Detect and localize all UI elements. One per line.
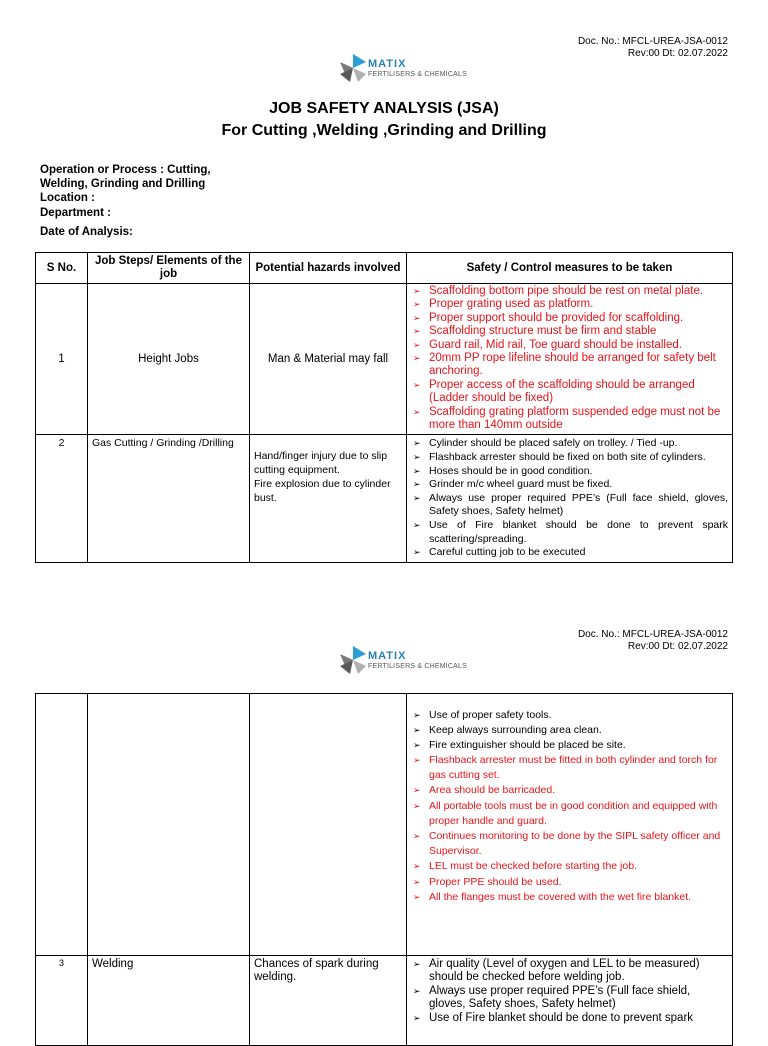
- date-of-analysis-field: Date of Analysis:: [40, 226, 133, 238]
- jsa-table-continued: [35, 693, 733, 1046]
- row-measures: [407, 284, 733, 435]
- revision-date: Rev:00 Dt: 02.07.2022: [627, 48, 728, 59]
- list-item: ➢ Cylinder should be placed safely on trolley. / Tied -up.: [411, 437, 728, 451]
- row-step: [88, 694, 250, 956]
- table-row: [36, 435, 733, 563]
- list-item: ➢ 20mm PP rope lifeline should be arranged for safety belt anchoring.: [411, 352, 728, 379]
- table-row: [36, 284, 733, 435]
- list-item: ➢ Proper access of the scaffolding should be arranged (Ladder should be fixed): [411, 379, 728, 406]
- row-sno: 1: [36, 284, 88, 435]
- doc-number: Doc. No.: MFCL-UREA-JSA-0012: [577, 36, 728, 47]
- table-row: [36, 956, 733, 1046]
- row-measures: [407, 435, 733, 563]
- list-item: ➢ Always use proper required PPE’s (Full face shield, gloves, Safety shoes, Safety helmet): [411, 492, 728, 519]
- jsa-table: [35, 252, 733, 563]
- row-step: Welding: [88, 956, 250, 1046]
- row-hazard: [250, 435, 407, 563]
- hazard-line: Hand/finger injury due to slip cutting equipment.: [254, 450, 388, 477]
- header-hazards: Potential hazards involved: [250, 253, 407, 284]
- header-job-steps: Job Steps/ Elements of the job: [88, 253, 250, 284]
- logo-subtitle: FERTILISERS & CHEMICALS: [368, 71, 467, 78]
- list-item: ➢ Scaffolding bottom pipe should be rest on metal plate.: [411, 285, 728, 298]
- list-item: ➢ Proper support should be provided for scaffolding.: [411, 312, 728, 325]
- list-item: ➢ Grinder m/c wheel guard must be fixed.: [411, 478, 728, 492]
- list-item: ➢ All portable tools must be in good condition and equipped with proper handle and guard.: [411, 799, 728, 829]
- logo-brand: MATIX: [368, 650, 407, 662]
- logo-subtitle: FERTILISERS & CHEMICALS: [368, 663, 467, 670]
- list-item: ➢ Keep always surrounding area clean.: [411, 723, 728, 738]
- row-sno: [36, 694, 88, 956]
- list-item: ➢ Fire extinguisher should be placed be site.: [411, 738, 728, 753]
- list-item: ➢ Hoses should be in good condition.: [411, 465, 728, 479]
- list-item: ➢ Flashback arrester must be fitted in both cylinder and torch for gas cutting set.: [411, 753, 728, 783]
- table-header-row: [36, 253, 733, 284]
- list-item: ➢ Area should be barricaded.: [411, 783, 728, 798]
- row-measures: [407, 694, 733, 956]
- page-title: [0, 98, 768, 142]
- list-item: ➢ Flashback arrester should be fixed on both site of cylinders.: [411, 451, 728, 465]
- department-field: Department :: [40, 207, 111, 219]
- list-item: ➢ LEL must be checked before starting the job.: [411, 859, 728, 874]
- measures-list: [411, 958, 728, 1025]
- row-sno: 2: [36, 435, 88, 563]
- measures-list: [411, 437, 728, 559]
- hazard-line: Fire explosion due to cylinder bust.: [254, 478, 391, 505]
- operation-label-1: Operation or Process : Cutting,: [40, 164, 211, 176]
- row-hazard: Man & Material may fall: [250, 284, 407, 435]
- revision-date: Rev:00 Dt: 02.07.2022: [627, 641, 728, 652]
- doc-number-block: [578, 36, 728, 60]
- measures-list: [411, 708, 728, 905]
- list-item: ➢ Air quality (Level of oxygen and LEL to be measured) should be checked before welding job.: [411, 958, 728, 985]
- location-field: Location :: [40, 192, 95, 204]
- list-item: ➢ Careful cutting job to be executed: [411, 546, 728, 560]
- row-step: Gas Cutting / Grinding /Drilling: [88, 435, 250, 563]
- measures-list: [411, 285, 728, 432]
- header-measures: Safety / Control measures to be taken: [407, 253, 733, 284]
- logo-mark-icon: [340, 646, 366, 674]
- list-item: ➢ Use of proper safety tools.: [411, 708, 728, 723]
- list-item: ➢ Proper grating used as platform.: [411, 298, 728, 311]
- operation-label-2: Welding, Grinding and Drilling: [40, 178, 206, 190]
- list-item: ➢ Proper PPE should be used.: [411, 875, 728, 890]
- row-measures: [407, 956, 733, 1046]
- list-item: ➢ Use of Fire blanket should be done to prevent spark: [411, 1012, 728, 1025]
- header-sno: S No.: [36, 253, 88, 284]
- list-item: ➢ Continues monitoring to be done by the SIPL safety officer and Supervisor.: [411, 829, 728, 859]
- list-item: ➢ Scaffolding structure must be firm and stable: [411, 325, 728, 338]
- table-row: [36, 694, 733, 956]
- row-step: Height Jobs: [88, 284, 250, 435]
- doc-number: Doc. No.: MFCL-UREA-JSA-0012: [577, 629, 728, 640]
- doc-number-block: [578, 629, 728, 653]
- logo-brand: MATIX: [368, 58, 407, 70]
- list-item: ➢ Use of Fire blanket should be done to prevent spark scattering/spreading.: [411, 519, 728, 546]
- title-line-1: JOB SAFETY ANALYSIS (JSA): [269, 100, 499, 117]
- list-item: ➢ Guard rail, Mid rail, Toe guard should be installed.: [411, 339, 728, 352]
- list-item: ➢ All the flanges must be covered with the wet fire blanket.: [411, 890, 728, 905]
- row-hazard: Chances of spark during welding.: [250, 956, 407, 1046]
- list-item: ➢ Always use proper required PPE’s (Full face shield, gloves, Safety shoes, Safety helmet): [411, 985, 728, 1012]
- list-item: ➢ Scaffolding grating platform suspended edge must not be more than 140mm outside: [411, 406, 728, 433]
- row-hazard: [250, 694, 407, 956]
- logo-mark-icon: [340, 54, 366, 82]
- row-sno: 3: [36, 956, 88, 1046]
- company-logo: [340, 646, 480, 676]
- title-line-2: For Cutting ,Welding ,Grinding and Drilling: [221, 122, 547, 139]
- operation-field: [40, 163, 211, 191]
- company-logo: [340, 54, 480, 84]
